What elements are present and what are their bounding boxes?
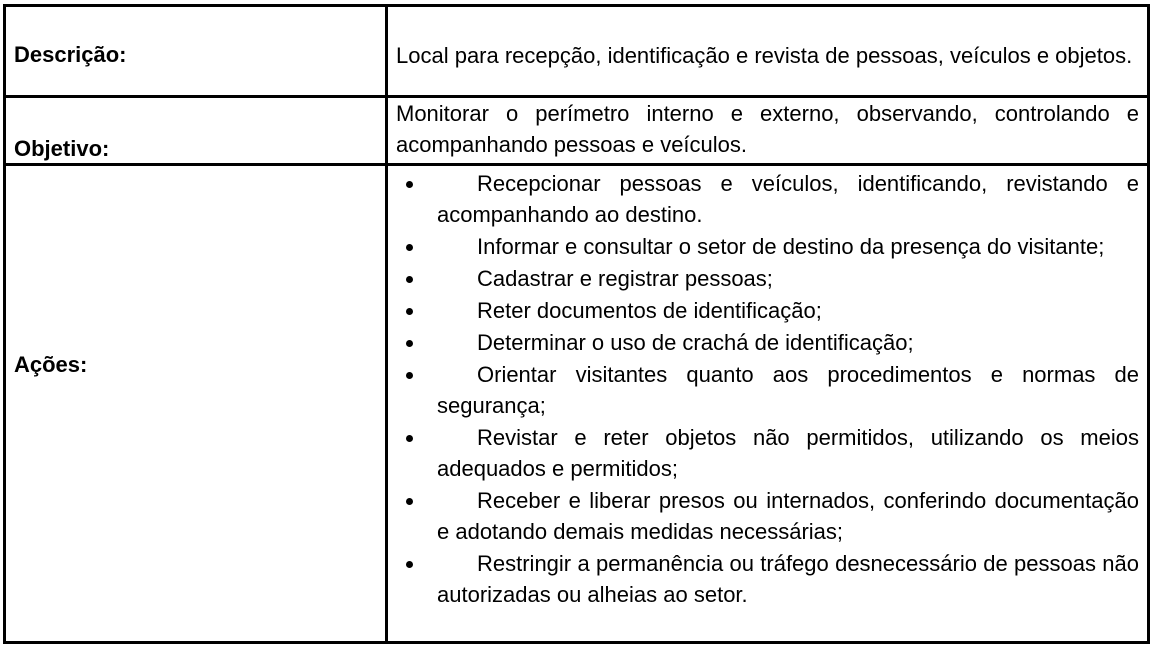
bullet-icon <box>406 181 413 188</box>
security-post-table <box>3 4 1150 644</box>
action-item <box>396 327 1139 358</box>
descricao-row <box>6 7 1147 98</box>
action-item-text: Orientar visitantes quanto aos procedimentos e normas de segurança; <box>437 362 1139 418</box>
bullet-icon <box>406 498 413 505</box>
objetivo-label: Objetivo: <box>14 136 110 161</box>
action-item <box>396 548 1139 610</box>
acoes-label: Ações: <box>14 352 88 377</box>
bullet-icon <box>406 561 413 568</box>
action-item-text: Restringir a permanência ou tráfego desnecessário de pessoas não autorizadas ou alheias ao setor. <box>437 551 1139 607</box>
bullet-icon <box>406 308 413 315</box>
action-item <box>396 295 1139 326</box>
acoes-row <box>6 166 1147 641</box>
action-item <box>396 422 1139 484</box>
bullet-icon <box>406 435 413 442</box>
bullet-icon <box>406 372 413 379</box>
action-item-text: Reter documentos de identificação; <box>477 298 822 323</box>
column-divider <box>385 166 388 641</box>
descricao-label: Descrição: <box>14 42 127 67</box>
bullet-icon <box>406 244 413 251</box>
actions-list <box>396 168 1139 611</box>
bullet-icon <box>406 340 413 347</box>
action-item-text: Informar e consultar o setor de destino da presença do visitante; <box>477 234 1105 259</box>
column-divider <box>385 98 388 163</box>
action-item-text: Determinar o uso de crachá de identificação; <box>477 330 914 355</box>
action-item <box>396 485 1139 547</box>
action-item-text: Receber e liberar presos ou internados, conferindo documentação e adotando demais medidas necessárias; <box>437 488 1139 544</box>
descricao-text: Local para recepção, identificação e revista de pessoas, veículos e objetos. <box>396 43 1133 68</box>
action-item <box>396 263 1139 294</box>
action-item <box>396 168 1139 230</box>
bullet-icon <box>406 276 413 283</box>
action-item <box>396 359 1139 421</box>
action-item-text: Cadastrar e registrar pessoas; <box>477 266 773 291</box>
column-divider <box>385 7 388 95</box>
action-item-text: Recepcionar pessoas e veículos, identificando, revistando e acompanhando ao destino. <box>437 171 1139 227</box>
objetivo-row <box>6 98 1147 166</box>
objetivo-text: Monitorar o perímetro interno e externo, observando, controlando e acompanhando pessoas e veículos. <box>396 101 1139 157</box>
action-item-text: Revistar e reter objetos não permitidos, utilizando os meios adequados e permitidos; <box>437 425 1139 481</box>
action-item <box>396 231 1139 262</box>
